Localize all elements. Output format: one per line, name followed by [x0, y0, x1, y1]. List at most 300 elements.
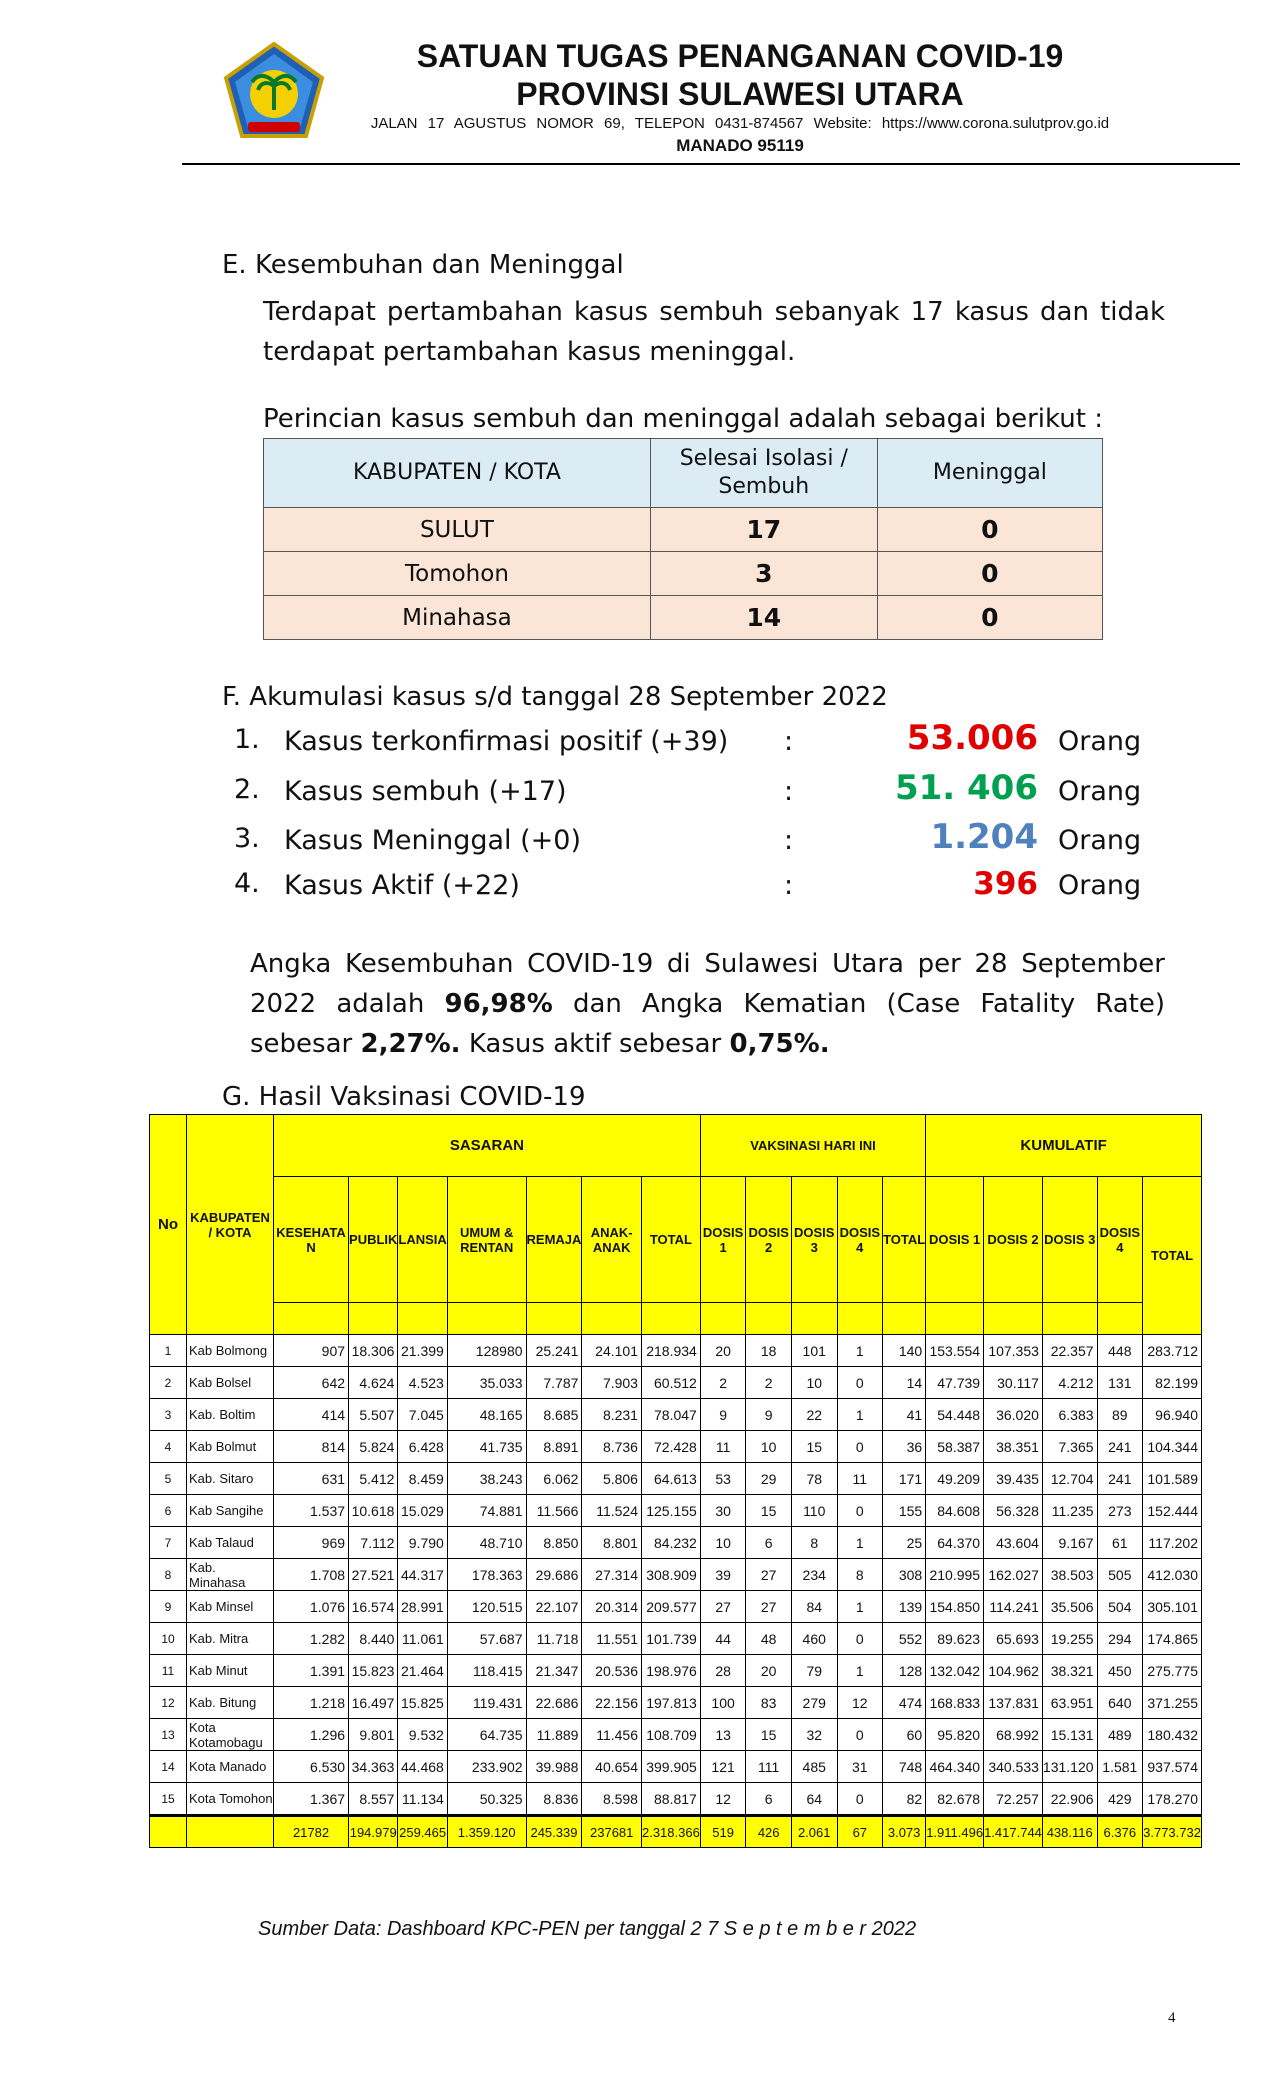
- table-cell: 89.623: [926, 1623, 984, 1655]
- table-cell: 107.353: [984, 1335, 1043, 1367]
- table-cell: 19.255: [1042, 1623, 1097, 1655]
- row-number: 11: [150, 1655, 187, 1687]
- blank-cell: [150, 1816, 187, 1848]
- blank-header-cell: [447, 1303, 526, 1335]
- table-cell: 50.325: [447, 1783, 526, 1816]
- table-cell: 5.824: [349, 1431, 398, 1463]
- kabupaten-name: Kab Minsel: [187, 1591, 274, 1623]
- table-cell: 11.566: [526, 1495, 582, 1527]
- table-cell: 12.704: [1042, 1463, 1097, 1495]
- table-cell: 0: [877, 552, 1102, 596]
- table-header-row: [264, 439, 1103, 508]
- table-cell: 11.061: [398, 1623, 447, 1655]
- header-divider: [182, 163, 1240, 165]
- table-cell: 131.120: [1042, 1751, 1097, 1783]
- kabupaten-name: Kota Manado: [187, 1751, 274, 1783]
- column-header: DOSIS 2: [984, 1177, 1043, 1303]
- section-e-heading: E. Kesembuhan dan Meninggal: [222, 250, 624, 280]
- column-header: KESEHATA N: [274, 1177, 349, 1303]
- table-cell: 72.257: [984, 1783, 1043, 1816]
- row-number: 9: [150, 1591, 187, 1623]
- table-cell: 0: [837, 1623, 883, 1655]
- table-cell: 197.813: [641, 1687, 700, 1719]
- kabupaten-name: Kab. Mitra: [187, 1623, 274, 1655]
- table-cell: 27: [746, 1559, 792, 1591]
- list-item-unit: Orang: [1058, 825, 1142, 856]
- column-header: LANSIA: [398, 1177, 447, 1303]
- table-cell: 128: [883, 1655, 926, 1687]
- section-f-heading: F. Akumulasi kasus s/d tanggal 28 September 2022: [222, 682, 888, 712]
- column-header: DOSIS 3: [791, 1177, 837, 1303]
- table-cell: 22.357: [1042, 1335, 1097, 1367]
- table-cell: 11: [700, 1431, 746, 1463]
- blank-header-cell: [926, 1303, 984, 1335]
- table-cell: 308.909: [641, 1559, 700, 1591]
- total-cell: 259.465: [398, 1816, 447, 1848]
- active-cases-value: 396: [973, 866, 1038, 902]
- table-cell: 121: [700, 1751, 746, 1783]
- kabupaten-name: Kab. Sitaro: [187, 1463, 274, 1495]
- column-header: ANAK-ANAK: [582, 1177, 642, 1303]
- sasaran-group-header: SASARAN: [274, 1115, 701, 1177]
- kabupaten-name: Kab. Minahasa: [187, 1559, 274, 1591]
- column-header: UMUM & RENTAN: [447, 1177, 526, 1303]
- table-cell: 4.212: [1042, 1367, 1097, 1399]
- table-cell: 8.440: [349, 1623, 398, 1655]
- table-row: [150, 1463, 1202, 1495]
- table-cell: 64: [791, 1783, 837, 1816]
- blank-cell: [187, 1816, 274, 1848]
- table-cell: 64.370: [926, 1527, 984, 1559]
- table-cell: 279: [791, 1687, 837, 1719]
- table-cell: 11.235: [1042, 1495, 1097, 1527]
- table-cell: 10: [746, 1431, 792, 1463]
- total-cell: 519: [700, 1816, 746, 1848]
- list-item-unit: Orang: [1058, 870, 1142, 901]
- table-cell: 340.533: [984, 1751, 1043, 1783]
- table-cell: 30: [700, 1495, 746, 1527]
- blank-header-cell: [274, 1303, 349, 1335]
- table-cell: 34.363: [349, 1751, 398, 1783]
- table-cell: 27: [746, 1591, 792, 1623]
- blank-header-cell: [837, 1303, 883, 1335]
- table-cell: 44.317: [398, 1559, 447, 1591]
- table-cell: 153.554: [926, 1335, 984, 1367]
- table-cell: 12: [837, 1687, 883, 1719]
- table-cell: 104.344: [1143, 1431, 1202, 1463]
- kabupaten-name: Kab Bolmut: [187, 1431, 274, 1463]
- blank-header-cell: [746, 1303, 792, 1335]
- table-cell: 9.801: [349, 1719, 398, 1751]
- kumulatif-group-header: KUMULATIF: [926, 1115, 1202, 1177]
- table-cell: 84.608: [926, 1495, 984, 1527]
- total-cell: 21782: [274, 1816, 349, 1848]
- table-row: [150, 1751, 1202, 1783]
- table-cell: 8.891: [526, 1431, 582, 1463]
- blank-header-cell: [700, 1303, 746, 1335]
- table-cell: 12: [700, 1783, 746, 1816]
- table-cell: 119.431: [447, 1687, 526, 1719]
- blank-header-cell: [1042, 1303, 1097, 1335]
- table-cell: 11.524: [582, 1495, 642, 1527]
- agency-city: MANADO 95119: [676, 136, 804, 155]
- table-cell: 1: [837, 1591, 883, 1623]
- table-cell: 15: [746, 1495, 792, 1527]
- table-cell: 180.432: [1143, 1719, 1202, 1751]
- table-cell: 1.218: [274, 1687, 349, 1719]
- table-cell: 108.709: [641, 1719, 700, 1751]
- blank-header-cell: [526, 1303, 582, 1335]
- table-cell: 22.107: [526, 1591, 582, 1623]
- column-header: TOTAL: [1143, 1177, 1202, 1335]
- table-cell: 11.134: [398, 1783, 447, 1816]
- table-cell: 39.435: [984, 1463, 1043, 1495]
- table-cell: 283.712: [1143, 1335, 1202, 1367]
- kabupaten-name: Kab Bolmong: [187, 1335, 274, 1367]
- table-cell: 11.889: [526, 1719, 582, 1751]
- table-cell: 15.029: [398, 1495, 447, 1527]
- table-cell: 61: [1097, 1527, 1143, 1559]
- table-cell: 22.906: [1042, 1783, 1097, 1816]
- row-number: 3: [150, 1399, 187, 1431]
- table-cell: 9.167: [1042, 1527, 1097, 1559]
- table-cell: 15.825: [398, 1687, 447, 1719]
- table-cell: 56.328: [984, 1495, 1043, 1527]
- table-cell: 642: [274, 1367, 349, 1399]
- table-cell: 504: [1097, 1591, 1143, 1623]
- table-cell: 20.536: [582, 1655, 642, 1687]
- table-cell: 275.775: [1143, 1655, 1202, 1687]
- kabupaten-name: Kota Kotamobagu: [187, 1719, 274, 1751]
- column-header: KABUPATEN / KOTA: [264, 439, 651, 508]
- column-header: REMAJA: [526, 1177, 582, 1303]
- list-item-number: 2.: [234, 774, 260, 805]
- table-cell: 1.537: [274, 1495, 349, 1527]
- list-item-number: 3.: [234, 823, 260, 854]
- table-cell: 44: [700, 1623, 746, 1655]
- table-row: [150, 1591, 1202, 1623]
- column-header: Meninggal: [877, 439, 1102, 508]
- table-cell: 13: [700, 1719, 746, 1751]
- table-cell: 101: [791, 1335, 837, 1367]
- recovery-summary-paragraph: [250, 944, 1165, 1064]
- table-row: [150, 1719, 1202, 1751]
- blank-header-cell: [641, 1303, 700, 1335]
- agency-title: SATUAN TUGAS PENANGANAN COVID-19: [416, 38, 1064, 74]
- table-row: [150, 1527, 1202, 1559]
- table-cell: 24.101: [582, 1335, 642, 1367]
- table-cell: 5.806: [582, 1463, 642, 1495]
- table-cell: 38.351: [984, 1431, 1043, 1463]
- table-cell: 44.468: [398, 1751, 447, 1783]
- column-header: TOTAL: [883, 1177, 926, 1303]
- table-cell: 1.296: [274, 1719, 349, 1751]
- column-header: DOSIS 1: [926, 1177, 984, 1303]
- table-cell: 128980: [447, 1335, 526, 1367]
- table-cell: 31: [837, 1751, 883, 1783]
- table-cell: 1: [837, 1655, 883, 1687]
- table-cell: 41.735: [447, 1431, 526, 1463]
- table-cell: 4.523: [398, 1367, 447, 1399]
- active-case-rate: 0,75%.: [729, 1029, 830, 1059]
- column-header: Selesai Isolasi / Sembuh: [650, 439, 877, 508]
- list-item-label: Kasus sembuh (+17): [284, 776, 567, 807]
- recovery-rate: 96,98%: [444, 989, 553, 1019]
- table-cell: 640: [1097, 1687, 1143, 1719]
- table-cell: 907: [274, 1335, 349, 1367]
- table-cell: 68.992: [984, 1719, 1043, 1751]
- table-cell: 101.739: [641, 1623, 700, 1655]
- table-cell: 131: [1097, 1367, 1143, 1399]
- table-cell: 8.801: [582, 1527, 642, 1559]
- blank-header-cell: [582, 1303, 642, 1335]
- table-cell: 241: [1097, 1463, 1143, 1495]
- table-cell: 162.027: [984, 1559, 1043, 1591]
- column-header: DOSIS 4: [1097, 1177, 1143, 1303]
- table-cell: 15.823: [349, 1655, 398, 1687]
- row-number: 5: [150, 1463, 187, 1495]
- table-cell: 15: [746, 1719, 792, 1751]
- table-cell: 120.515: [447, 1591, 526, 1623]
- table-cell: 38.503: [1042, 1559, 1097, 1591]
- table-cell: 218.934: [641, 1335, 700, 1367]
- section-e-table-intro: Perincian kasus sembuh dan meninggal adalah sebagai berikut :: [263, 404, 1103, 434]
- section-e-paragraph: Terdapat pertambahan kasus sembuh sebanyak 17 kasus dan tidak terdapat pertambahan kasus meninggal.: [263, 297, 1165, 367]
- table-cell: 6: [746, 1783, 792, 1816]
- table-cell: 412.030: [1143, 1559, 1202, 1591]
- table-cell: 1.282: [274, 1623, 349, 1655]
- table-cell: 308: [883, 1559, 926, 1591]
- table-cell: 748: [883, 1751, 926, 1783]
- vaccination-table: [149, 1114, 1202, 1848]
- table-cell: 82.199: [1143, 1367, 1202, 1399]
- table-cell: 174.865: [1143, 1623, 1202, 1655]
- table-row: [264, 596, 1103, 640]
- list-item-label: Kasus Meninggal (+0): [284, 825, 582, 856]
- table-cell: 95.820: [926, 1719, 984, 1751]
- column-header-no: No: [150, 1115, 187, 1335]
- table-row: [150, 1783, 1202, 1816]
- table-cell: 155: [883, 1495, 926, 1527]
- agency-address: JALAN 17 AGUSTUS NOMOR 69, TELEPON 0431-874567 Website: https://www.corona.sulutprov.go.id: [370, 115, 1110, 132]
- kabupaten-name: Kab Talaud: [187, 1527, 274, 1559]
- table-cell: 4.624: [349, 1367, 398, 1399]
- row-number: 7: [150, 1527, 187, 1559]
- blank-header-cell: [984, 1303, 1043, 1335]
- table-cell: 8: [791, 1527, 837, 1559]
- kabupaten-name: Kota Tomohon: [187, 1783, 274, 1816]
- table-cell: 72.428: [641, 1431, 700, 1463]
- column-header: DOSIS 1: [700, 1177, 746, 1303]
- accumulation-list: [234, 718, 1154, 908]
- summary-text: Kasus aktif sebesar: [460, 1029, 730, 1059]
- table-cell: 21.399: [398, 1335, 447, 1367]
- total-cell: 438.116: [1042, 1816, 1097, 1848]
- table-cell: 64.613: [641, 1463, 700, 1495]
- table-cell: 18.306: [349, 1335, 398, 1367]
- table-row: [150, 1495, 1202, 1527]
- table-cell: 10.618: [349, 1495, 398, 1527]
- kabupaten-name: Kab Bolsel: [187, 1367, 274, 1399]
- list-item-label: Kasus terkonfirmasi positif (+39): [284, 726, 729, 757]
- confirmed-cases-value: 53.006: [906, 718, 1038, 758]
- table-cell: 39: [700, 1559, 746, 1591]
- kabupaten-name: Kab. Bitung: [187, 1687, 274, 1719]
- total-cell: 194.979: [349, 1816, 398, 1848]
- list-item-separator: :: [784, 776, 794, 807]
- section-g-heading: G. Hasil Vaksinasi COVID-19: [222, 1082, 586, 1112]
- table-cell: 460: [791, 1623, 837, 1655]
- table-cell: 1.367: [274, 1783, 349, 1816]
- table-cell: 48.710: [447, 1527, 526, 1559]
- table-cell: 11: [837, 1463, 883, 1495]
- table-cell: 118.415: [447, 1655, 526, 1687]
- table-cell: 414: [274, 1399, 349, 1431]
- table-cell: 29: [746, 1463, 792, 1495]
- table-cell: 140: [883, 1335, 926, 1367]
- table-cell: 39.988: [526, 1751, 582, 1783]
- table-cell: 58.387: [926, 1431, 984, 1463]
- table-cell: 0: [877, 596, 1102, 640]
- table-cell: 9.532: [398, 1719, 447, 1751]
- table-cell: 294: [1097, 1623, 1143, 1655]
- table-row: [150, 1687, 1202, 1719]
- table-cell: 14: [883, 1367, 926, 1399]
- table-cell: 111: [746, 1751, 792, 1783]
- recovery-death-table: [263, 438, 1103, 640]
- summary-text: dan Angka Kematian (Case Fatality Rate) sebesar: [250, 989, 1165, 1059]
- table-cell: 814: [274, 1431, 349, 1463]
- table-cell: SULUT: [264, 508, 651, 552]
- table-cell: 27.521: [349, 1559, 398, 1591]
- table-cell: 6.428: [398, 1431, 447, 1463]
- table-row: [150, 1367, 1202, 1399]
- table-cell: 32: [791, 1719, 837, 1751]
- total-cell: 426: [746, 1816, 792, 1848]
- table-cell: 154.850: [926, 1591, 984, 1623]
- table-cell: 9: [746, 1399, 792, 1431]
- table-cell: 15.131: [1042, 1719, 1097, 1751]
- list-item-unit: Orang: [1058, 726, 1142, 757]
- harian-group-header: VAKSINASI HARI INI: [700, 1115, 925, 1177]
- table-cell: 305.101: [1143, 1591, 1202, 1623]
- recovered-cases-value: 51. 406: [894, 768, 1038, 808]
- table-cell: 48: [746, 1623, 792, 1655]
- total-cell: 3.073: [883, 1816, 926, 1848]
- table-cell: 489: [1097, 1719, 1143, 1751]
- table-cell: 7.903: [582, 1367, 642, 1399]
- table-cell: 1.076: [274, 1591, 349, 1623]
- table-row: [150, 1623, 1202, 1655]
- table-cell: 20: [700, 1335, 746, 1367]
- kabupaten-name: Kab Sangihe: [187, 1495, 274, 1527]
- totals-row: [150, 1816, 1202, 1848]
- table-row: [150, 1431, 1202, 1463]
- total-cell: 67: [837, 1816, 883, 1848]
- table-cell: 139: [883, 1591, 926, 1623]
- row-number: 14: [150, 1751, 187, 1783]
- row-number: 2: [150, 1367, 187, 1399]
- total-cell: 6.376: [1097, 1816, 1143, 1848]
- table-cell: 82.678: [926, 1783, 984, 1816]
- table-cell: 6.383: [1042, 1399, 1097, 1431]
- table-cell: 0: [877, 508, 1102, 552]
- table-cell: 168.833: [926, 1687, 984, 1719]
- list-item-unit: Orang: [1058, 776, 1142, 807]
- column-header: PUBLIK: [349, 1177, 398, 1303]
- kabupaten-name: Kab Minut: [187, 1655, 274, 1687]
- list-item-number: 1.: [234, 724, 260, 755]
- table-cell: 41: [883, 1399, 926, 1431]
- blank-header-cell: [1097, 1303, 1143, 1335]
- table-cell: 28.991: [398, 1591, 447, 1623]
- table-cell: 35.506: [1042, 1591, 1097, 1623]
- list-item-separator: :: [784, 825, 794, 856]
- table-cell: 17: [650, 508, 877, 552]
- table-cell: 22.686: [526, 1687, 582, 1719]
- table-row: [264, 508, 1103, 552]
- row-number: 13: [150, 1719, 187, 1751]
- table-cell: 48.165: [447, 1399, 526, 1431]
- table-cell: 110: [791, 1495, 837, 1527]
- row-number: 1: [150, 1335, 187, 1367]
- table-cell: 1.581: [1097, 1751, 1143, 1783]
- table-cell: 36.020: [984, 1399, 1043, 1431]
- table-cell: 38.243: [447, 1463, 526, 1495]
- table-cell: 36: [883, 1431, 926, 1463]
- table-cell: 10: [700, 1527, 746, 1559]
- table-cell: 178.363: [447, 1559, 526, 1591]
- table-cell: 117.202: [1143, 1527, 1202, 1559]
- list-item-separator: :: [784, 726, 794, 757]
- table-cell: 16.574: [349, 1591, 398, 1623]
- kabupaten-name: Kab. Boltim: [187, 1399, 274, 1431]
- table-cell: 60: [883, 1719, 926, 1751]
- table-cell: 1.391: [274, 1655, 349, 1687]
- row-number: 8: [150, 1559, 187, 1591]
- table-cell: 152.444: [1143, 1495, 1202, 1527]
- table-cell: 60.512: [641, 1367, 700, 1399]
- blank-header-cell: [883, 1303, 926, 1335]
- table-cell: 0: [837, 1495, 883, 1527]
- column-header: TOTAL: [641, 1177, 700, 1303]
- table-cell: 631: [274, 1463, 349, 1495]
- table-cell: 0: [837, 1431, 883, 1463]
- blank-header-cell: [398, 1303, 447, 1335]
- total-cell: 237681: [582, 1816, 642, 1848]
- table-cell: 0: [837, 1719, 883, 1751]
- data-source-note: Sumber Data: Dashboard KPC-PEN per tanggal 2 7 S e p t e m b e r 2022: [258, 1918, 917, 1940]
- table-cell: 178.270: [1143, 1783, 1202, 1816]
- table-cell: 8.459: [398, 1463, 447, 1495]
- table-cell: 485: [791, 1751, 837, 1783]
- table-cell: 6.530: [274, 1751, 349, 1783]
- table-cell: 210.995: [926, 1559, 984, 1591]
- summary-text: Angka Kesembuhan COVID-19 di Sulawesi Utara per 28 September 2022 adalah: [250, 949, 1165, 1019]
- table-cell: 38.321: [1042, 1655, 1097, 1687]
- page-number: 4: [1168, 2010, 1176, 2026]
- province-title: PROVINSI SULAWESI UTARA: [516, 76, 964, 112]
- table-cell: 101.589: [1143, 1463, 1202, 1495]
- row-number: 12: [150, 1687, 187, 1719]
- total-cell: 3.773.732: [1143, 1816, 1202, 1848]
- table-cell: 27.314: [582, 1559, 642, 1591]
- table-row: [150, 1655, 1202, 1687]
- table-cell: 78: [791, 1463, 837, 1495]
- table-cell: 20.314: [582, 1591, 642, 1623]
- blank-header-cell: [791, 1303, 837, 1335]
- table-cell: 1: [837, 1335, 883, 1367]
